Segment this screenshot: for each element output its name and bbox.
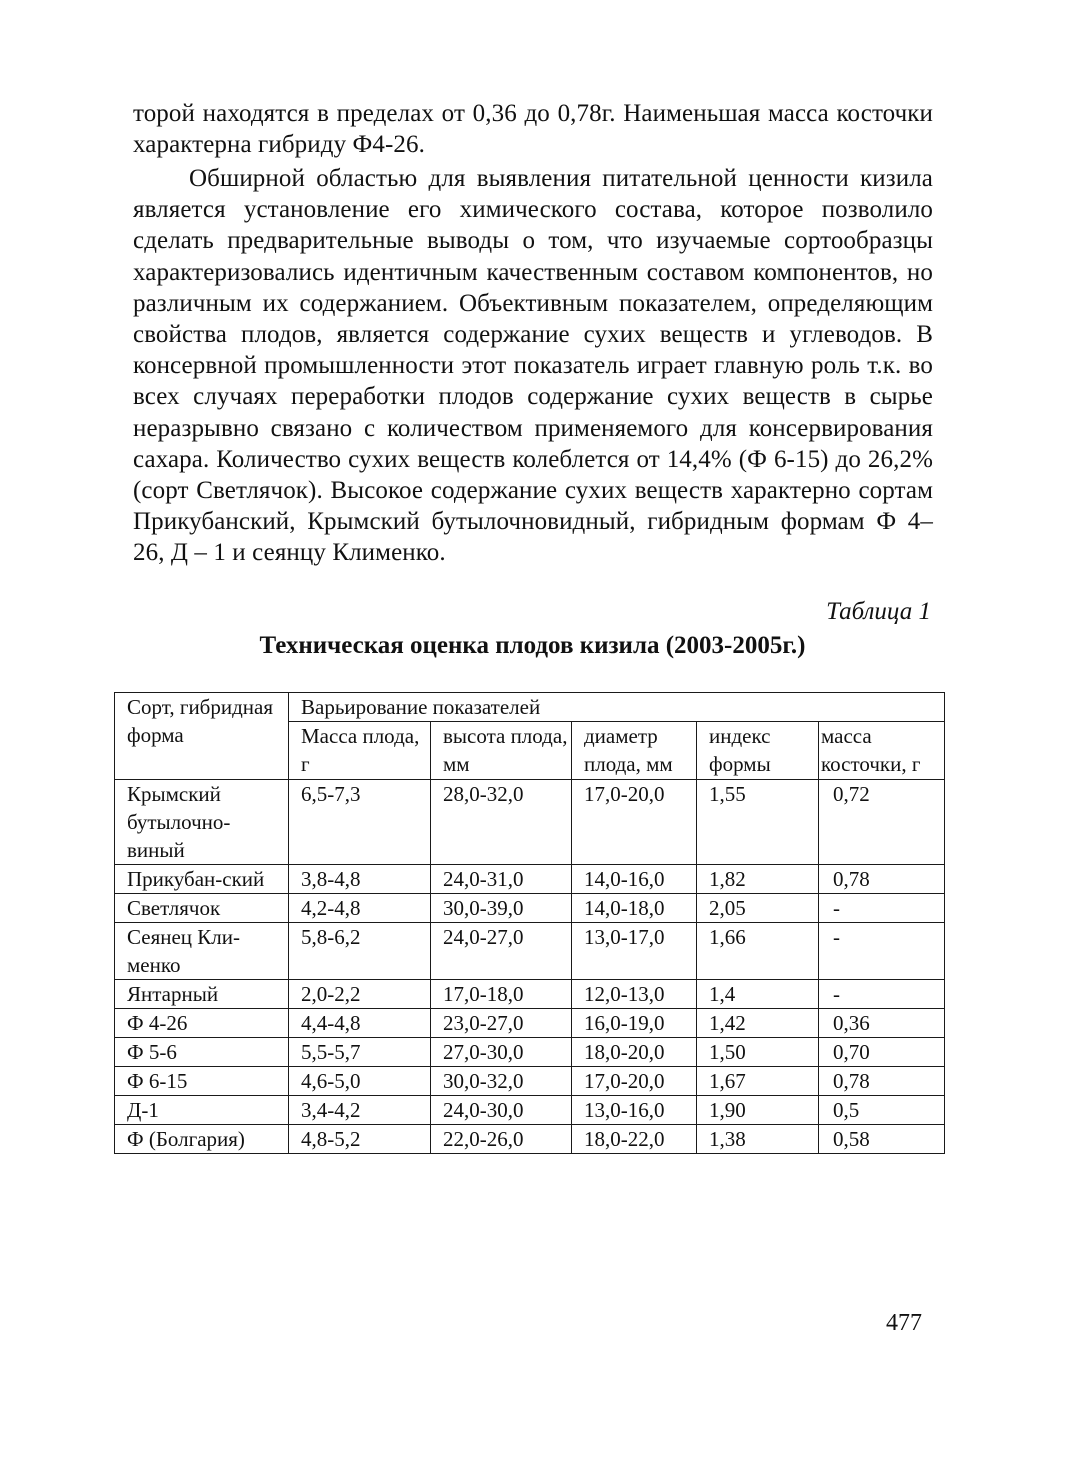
header-shape-index: индекс формы	[697, 722, 819, 780]
cell-fruit-diameter: 17,0-20,0	[572, 780, 697, 865]
cell-fruit-mass: 3,4-4,2	[289, 1096, 431, 1125]
header-variety: Сорт, гибридная форма	[115, 693, 289, 780]
cell-fruit-diameter: 13,0-16,0	[572, 1096, 697, 1125]
cell-shape-index: 1,67	[697, 1067, 819, 1096]
cell-fruit-height: 22,0-26,0	[431, 1125, 572, 1154]
cell-shape-index: 1,82	[697, 865, 819, 894]
table-row	[115, 1038, 945, 1067]
page-number: 477	[886, 1310, 922, 1336]
cell-stone-mass: 0,72	[819, 780, 945, 865]
cell-fruit-diameter: 18,0-20,0	[572, 1038, 697, 1067]
cell-shape-index: 1,90	[697, 1096, 819, 1125]
cell-shape-index: 1,4	[697, 980, 819, 1009]
cell-fruit-mass: 2,0-2,2	[289, 980, 431, 1009]
cell-fruit-diameter: 14,0-16,0	[572, 865, 697, 894]
table-row	[115, 1067, 945, 1096]
cell-fruit-height: 24,0-27,0	[431, 923, 572, 980]
table-row	[115, 780, 945, 865]
cell-shape-index: 2,05	[697, 894, 819, 923]
cell-fruit-mass: 5,8-6,2	[289, 923, 431, 980]
cell-stone-mass: 0,78	[819, 1067, 945, 1096]
header-fruit-mass: Масса плода, г	[289, 722, 431, 780]
table-row	[115, 980, 945, 1009]
cell-fruit-height: 30,0-32,0	[431, 1067, 572, 1096]
cell-shape-index: 1,38	[697, 1125, 819, 1154]
header-fruit-height: высота плода, мм	[431, 722, 572, 780]
header-stone-mass: масса косточки, г	[819, 722, 945, 780]
cell-stone-mass: 0,78	[819, 865, 945, 894]
table-row	[115, 923, 945, 980]
cell-stone-mass: 0,70	[819, 1038, 945, 1067]
cell-stone-mass: 0,36	[819, 1009, 945, 1038]
cell-fruit-height: 28,0-32,0	[431, 780, 572, 865]
cell-fruit-mass: 4,6-5,0	[289, 1067, 431, 1096]
table-label: Таблица 1	[826, 598, 931, 625]
cell-fruit-height: 17,0-18,0	[431, 980, 572, 1009]
cell-shape-index: 1,66	[697, 923, 819, 980]
cell-variety-name: Крымский бутылочно-виный	[115, 780, 289, 865]
cell-shape-index: 1,42	[697, 1009, 819, 1038]
cell-stone-mass: -	[819, 894, 945, 923]
cell-fruit-mass: 3,8-4,8	[289, 865, 431, 894]
cell-shape-index: 1,55	[697, 780, 819, 865]
data-table	[114, 692, 945, 1154]
table-row	[115, 1096, 945, 1125]
cell-fruit-height: 24,0-31,0	[431, 865, 572, 894]
cell-shape-index: 1,50	[697, 1038, 819, 1067]
cell-variety-name: Ф 5-6	[115, 1038, 289, 1067]
table-row	[115, 865, 945, 894]
table-row	[115, 1009, 945, 1038]
cell-fruit-diameter: 17,0-20,0	[572, 1067, 697, 1096]
paragraph-1: торой находятся в пределах от 0,36 до 0,78г. Наименьшая масса косточки характерна гибриду Ф4-26.	[133, 100, 933, 159]
cell-variety-name: Янтарный	[115, 980, 289, 1009]
cell-fruit-diameter: 14,0-18,0	[572, 894, 697, 923]
cell-variety-name: Светлячок	[115, 894, 289, 923]
cell-variety-name: Сеянец Кли-менко	[115, 923, 289, 980]
cell-fruit-diameter: 13,0-17,0	[572, 923, 697, 980]
cell-variety-name: Ф 6-15	[115, 1067, 289, 1096]
header-fruit-diameter: диаметр плода, мм	[572, 722, 697, 780]
cell-variety-name: Прикубан-ский	[115, 865, 289, 894]
table-row	[115, 1125, 945, 1154]
paragraph-2: Обширной областью для выявления питательной ценности кизила является установление его химического состава, которое позволило сделать предварительные выводы о том, что изучаемые сортообразцы характеризовались идентичным качественным составом компонентов, но различным их содержанием. Объективным показателем, определяющим свойства плодов, является содержание сухих веществ и углеводов. В консервной промышленности этот показатель играет главную роль т.к. во всех случаях переработки плодов содержание сухих веществ в сырье неразрывно связано с количеством применяемого для консервирования сахара. Количество сухих веществ колеблется от 14,4% (Ф 6-15) до 26,2% (сорт Светлячок). Высокое содержание сухих веществ характерно сортам Прикубанский, Крымский бутылочновидный, гибридным формам Ф 4– 26, Д – 1 и сеянцу Клименко.	[133, 165, 933, 567]
cell-fruit-mass: 4,8-5,2	[289, 1125, 431, 1154]
cell-fruit-mass: 6,5-7,3	[289, 780, 431, 865]
cell-stone-mass: 0,5	[819, 1096, 945, 1125]
cell-stone-mass: 0,58	[819, 1125, 945, 1154]
cell-fruit-diameter: 18,0-22,0	[572, 1125, 697, 1154]
cell-stone-mass: -	[819, 980, 945, 1009]
cell-variety-name: Ф (Болгария)	[115, 1125, 289, 1154]
cell-fruit-mass: 5,5-5,7	[289, 1038, 431, 1067]
table-title: Техническая оценка плодов кизила (2003-2005г.)	[259, 632, 806, 659]
table-header-row-1	[115, 693, 945, 722]
cell-fruit-mass: 4,4-4,8	[289, 1009, 431, 1038]
header-variation-group: Варьирование показателей	[289, 693, 945, 722]
table-row	[115, 894, 945, 923]
cell-fruit-mass: 4,2-4,8	[289, 894, 431, 923]
cell-stone-mass: -	[819, 923, 945, 980]
cell-fruit-height: 30,0-39,0	[431, 894, 572, 923]
cell-fruit-height: 24,0-30,0	[431, 1096, 572, 1125]
cell-fruit-height: 27,0-30,0	[431, 1038, 572, 1067]
cell-fruit-height: 23,0-27,0	[431, 1009, 572, 1038]
cell-fruit-diameter: 12,0-13,0	[572, 980, 697, 1009]
cell-variety-name: Д-1	[115, 1096, 289, 1125]
cell-variety-name: Ф 4-26	[115, 1009, 289, 1038]
cell-fruit-diameter: 16,0-19,0	[572, 1009, 697, 1038]
